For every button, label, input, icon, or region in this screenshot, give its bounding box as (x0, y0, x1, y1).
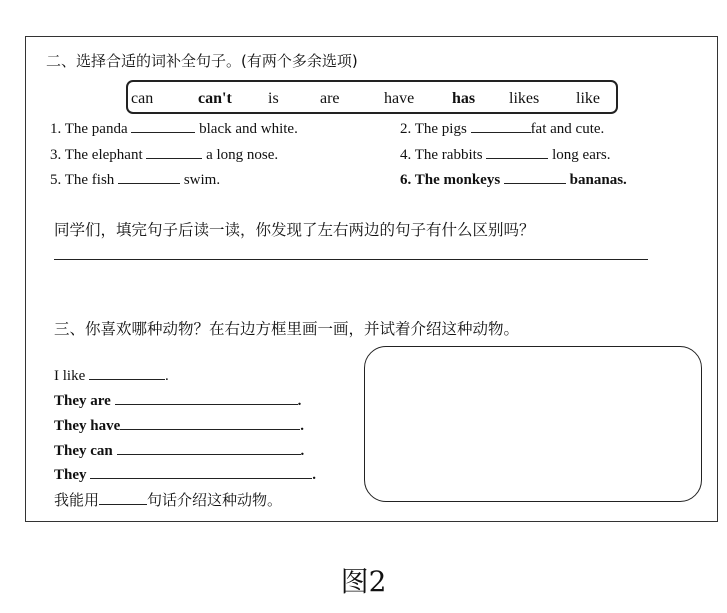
sentence-text: fat and cute. (530, 121, 605, 137)
option-word: have (384, 90, 415, 107)
answer-blank[interactable] (115, 392, 298, 405)
option-word: like (576, 90, 600, 107)
answer-blank[interactable] (146, 146, 202, 159)
line-text: They have (54, 418, 121, 434)
line-text: . (300, 443, 305, 459)
option-word: has (452, 90, 476, 107)
line-text: 句话介绍这种动物。 (147, 491, 283, 509)
intro-line-5 (54, 466, 316, 484)
sentence-text: 3. The elephant (50, 147, 143, 163)
figure-caption: 图2 (340, 565, 387, 598)
option-word: likes (509, 90, 540, 107)
drawing-box[interactable] (364, 346, 702, 502)
sentence-1 (50, 120, 298, 138)
sentence-5 (50, 171, 220, 189)
line-text: . (297, 393, 302, 409)
answer-blank[interactable] (471, 120, 531, 133)
line-text: . (165, 368, 169, 384)
answer-blank[interactable] (89, 367, 165, 380)
line-text: They (54, 467, 87, 483)
option-word: can (131, 90, 154, 107)
sentence-text: black and white. (199, 121, 298, 137)
line-text: 我能用 (54, 491, 100, 509)
answer-blank[interactable] (118, 171, 180, 184)
sentence-text: 1. The panda (50, 121, 128, 137)
intro-line-4 (54, 442, 304, 460)
intro-line-3 (54, 417, 304, 435)
sentence-text: 6. The monkeys (400, 172, 501, 188)
sentence-text: swim. (183, 172, 221, 188)
answer-blank[interactable] (131, 120, 195, 133)
sentence-text: 2. The pigs (400, 121, 467, 137)
section2-title: 二、选择合适的词补全句子。(有两个多余选项) (46, 52, 358, 70)
answer-blank[interactable] (120, 417, 300, 430)
intro-line-final (54, 489, 282, 510)
answer-blank[interactable] (117, 442, 301, 455)
sentence-3 (50, 146, 278, 164)
intro-line-1 (54, 367, 169, 385)
option-word: can't (198, 90, 232, 107)
line-text: . (312, 467, 317, 483)
answer-blank[interactable] (90, 466, 312, 479)
sentence-text: bananas. (569, 172, 627, 188)
section3-title: 三、你喜欢哪种动物？在右边方框里画一画，并试着介绍这种动物。 (54, 320, 520, 338)
sentence-6 (400, 171, 627, 189)
reflection-question: 同学们，填完句子后读一读，你发现了左右两边的句子有什么区别吗？ (54, 221, 535, 239)
sentence-text: 4. The rabbits (400, 147, 483, 163)
answer-blank[interactable] (486, 146, 548, 159)
intro-line-2 (54, 392, 301, 410)
word-bank (126, 80, 618, 114)
line-text: . (300, 418, 305, 434)
option-word: is (268, 90, 279, 107)
sentence-text: long ears. (552, 147, 611, 163)
line-text: They can (54, 443, 113, 459)
sentence-2 (400, 120, 604, 138)
line-text: I like (54, 368, 86, 384)
sentence-text: 5. The fish (50, 172, 115, 188)
sentence-4 (400, 146, 610, 164)
answer-line[interactable] (54, 259, 648, 260)
answer-blank[interactable] (99, 492, 147, 505)
line-text: They are (54, 393, 111, 409)
sentence-text: a long nose. (206, 147, 279, 163)
option-word: are (320, 90, 340, 107)
answer-blank[interactable] (504, 171, 566, 184)
